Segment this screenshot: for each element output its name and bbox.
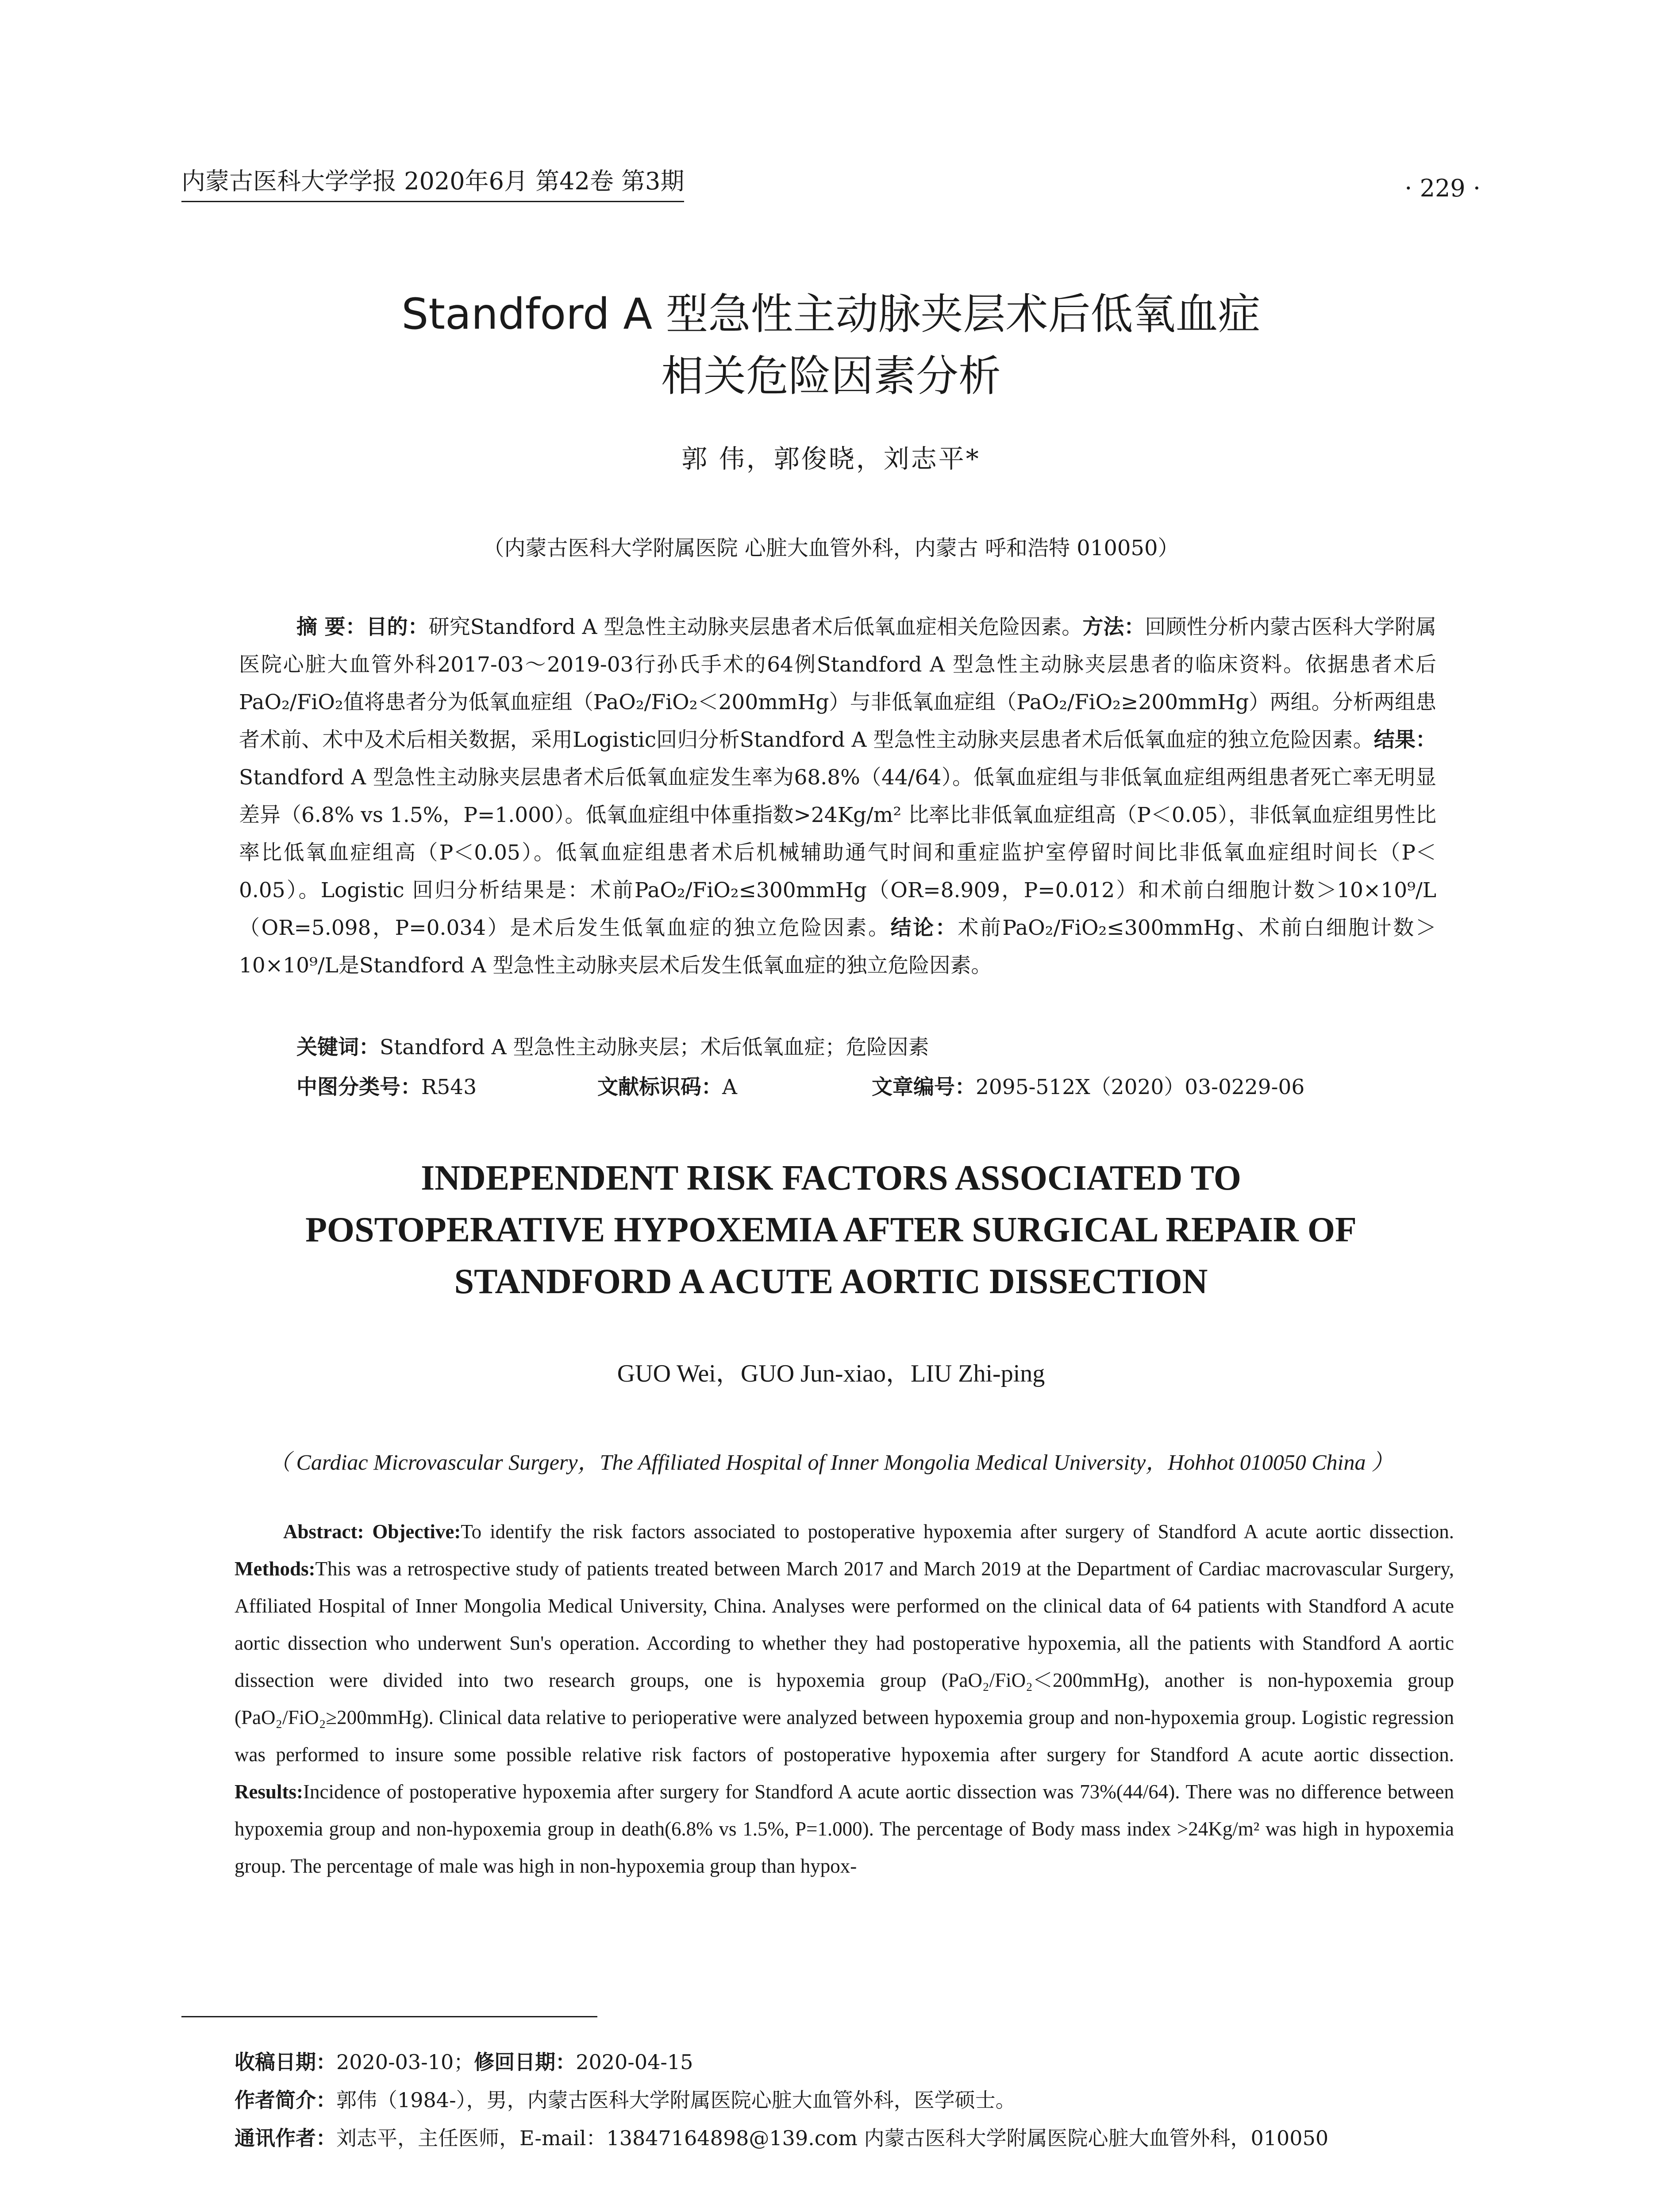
document-code-value: A xyxy=(722,1075,737,1099)
corresponding-author-value: 刘志平，主任医师，E-mail：13847164898@139.com 内蒙古医科大学附属医院心脏大血管外科，010050 xyxy=(336,2126,1329,2150)
revised-value: 2020-04-15 xyxy=(576,2050,693,2074)
chinese-results-text: Standford A 型急性主动脉夹层患者术后低氧血症发生率为68.8%（44/64）。低氧血症组与非低氧血症组两组患者死亡率无明显差异（6.8% vs 1.5%，P=1.000）。低氧血症组中体重指数>24Kg/m² 比率比非低氧血症组高（P＜0.05），非低氧血症组男性比率比低氧血症组高（P＜0.05）。低氧血症组患者术后机械辅助通气时间和重症监护室停留时间比非低氧血症组时间长（P＜0.05）。Logistic 回归分析结果是：术前PaO₂/FiO₂≤300mmHg（OR=8.909，P=0.012）和术前白细胞计数＞10×10⁹/L（OR=5.098，P=0.034）是术后发生低氧血症的独立危险因素。 xyxy=(239,765,1436,940)
chinese-title-line-1: Standford A 型急性主动脉夹层术后低氧血症 xyxy=(401,289,1261,339)
received-label: 收稿日期： xyxy=(235,2050,336,2074)
running-header xyxy=(181,167,1481,210)
chinese-abstract-label: 摘 要： xyxy=(296,615,366,639)
footnote-divider xyxy=(181,2016,597,2017)
english-results-text: Incidence of postoperative hypoxemia after surgery for Standford A acute aortic dissection was 73%(44/64). There was no difference between hypoxemia group and non-hypoxemia group in death(6.8% vs 1.5%, P=1.000). The percentage of Body mass index >24Kg/m² was high in hypoxemia group. The percentage of male was high in non-hypoxemia group than hypox- xyxy=(235,1781,1454,1877)
document-code-label: 文献标识码： xyxy=(597,1075,722,1099)
article-number xyxy=(872,1071,1304,1100)
english-objective-text: To identify the risk factors associated to postoperative hypoxemia after surgery of Standford A acute aortic dissection. xyxy=(461,1521,1454,1543)
clc-value: R543 xyxy=(421,1075,477,1099)
corresponding-author-label: 通讯作者： xyxy=(235,2126,336,2150)
revised-label: 修回日期： xyxy=(474,2050,576,2074)
article-number-value: 2095-512X（2020）03-0229-06 xyxy=(976,1075,1305,1099)
page-number: · 229 · xyxy=(1404,174,1481,202)
clc-label: 中图分类号： xyxy=(296,1075,421,1099)
chinese-title xyxy=(0,283,1662,407)
chinese-objective-text: 研究Standford A 型急性主动脉夹层患者术后低氧血症相关危险因素。 xyxy=(428,615,1083,639)
chinese-affiliation: （内蒙古医科大学附属医院 心脏大血管外科，内蒙古 呼和浩特 010050） xyxy=(483,536,1179,561)
keywords-label: 关键词： xyxy=(296,1035,380,1060)
keywords-value: Standford A 型急性主动脉夹层；术后低氧血症；危险因素 xyxy=(380,1035,929,1060)
english-affiliation: （ Cardiac Microvascular Surgery，The Affiliated Hospital of Inner Mongolia Medical University，Hohhot 010050 China ） xyxy=(269,1450,1393,1475)
chinese-keywords xyxy=(296,1031,929,1060)
chinese-methods-label: 方法： xyxy=(1082,615,1145,639)
english-abstract xyxy=(235,1513,1454,1885)
article-number-label: 文章编号： xyxy=(872,1075,976,1099)
chinese-methods-text: 回顾性分析内蒙古医科大学附属医院心脏大血管外科2017-03～2019-03行孙氏手术的64例Standford A 型急性主动脉夹层患者的临床资料。依据患者术后PaO₂/FiO₂值将患者分为低氧血症组（PaO₂/FiO₂＜200mmHg）与非低氧血症组（PaO₂/FiO₂≥200mmHg）两组。分析两组患者术前、术中及术后相关数据，采用Logistic回归分析Standford A 型急性主动脉夹层患者术后低氧血症的独立危险因素。 xyxy=(239,615,1437,752)
english-authors: GUO Wei，GUO Jun-xiao，LIU Zhi-ping xyxy=(617,1360,1045,1387)
corresponding-author xyxy=(235,2119,1485,2157)
chinese-conclusion-label: 结论： xyxy=(890,916,958,940)
author-bio-value: 郭伟（1984-），男，内蒙古医科大学附属医院心脏大血管外科，医学硕士。 xyxy=(336,2088,1016,2112)
chinese-objective-label: 目的： xyxy=(366,615,429,639)
author-bio-label: 作者简介： xyxy=(235,2088,336,2112)
english-methods-label: Methods: xyxy=(235,1558,315,1580)
chinese-authors: 郭 伟，郭俊晓，刘志平* xyxy=(681,444,981,474)
chinese-conclusion-text: 术前PaO₂/FiO₂≤300mmHg、术前白细胞计数＞10×10⁹/L是Standford A 型急性主动脉夹层术后发生低氧血症的独立危险因素。 xyxy=(239,916,1436,978)
footnotes xyxy=(235,2043,1485,2157)
journal-info: 内蒙古医科大学学报 2020年6月 第42卷 第3期 xyxy=(181,162,684,202)
english-title-line-3: STANDFORD A ACUTE AORTIC DISSECTION xyxy=(454,1262,1208,1301)
received-dates xyxy=(235,2043,1485,2081)
clc-number xyxy=(296,1071,477,1100)
received-value: 2020-03-10； xyxy=(336,2050,474,2074)
chinese-abstract xyxy=(239,608,1436,984)
english-methods-text: This was a retrospective study of patients treated between March 2017 and March 2019 at the Department of Cardiac macrovascular Surgery, Affiliated Hospital of Inner Mongolia Medical University, China. Analyses were performed on the clinical data of 64 patients with Standford A acute aortic dissection who underwent Sun's operation. According to whether they had postoperative hypoxemia, all the patients with Standford A aortic dissection were divided into two research groups, one is hypoxemia group (PaO₂/FiO₂＜200mmHg), another is non-hypoxemia group (PaO₂/FiO₂≥200mmHg). Clinical data relative to perioperative were analyzed between hypoxemia group and non-hypoxemia group. Logistic regression was performed to insure some possible relative risk factors of postoperative hypoxemia after surgery for Standford A acute aortic dissection. xyxy=(235,1558,1454,1766)
english-title-line-1: INDEPENDENT RISK FACTORS ASSOCIATED TO xyxy=(421,1159,1241,1198)
english-results-label: Results: xyxy=(235,1781,303,1803)
english-objective-label: Objective: xyxy=(372,1521,461,1543)
chinese-title-line-2: 相关危险因素分析 xyxy=(661,351,1001,401)
english-abstract-label: Abstract: xyxy=(283,1521,373,1543)
document-code xyxy=(597,1071,737,1100)
english-title xyxy=(0,1152,1662,1308)
english-title-line-2: POSTOPERATIVE HYPOXEMIA AFTER SURGICAL REPAIR OF xyxy=(305,1210,1357,1249)
author-bio xyxy=(235,2081,1485,2119)
chinese-results-label: 结果： xyxy=(1373,728,1436,752)
